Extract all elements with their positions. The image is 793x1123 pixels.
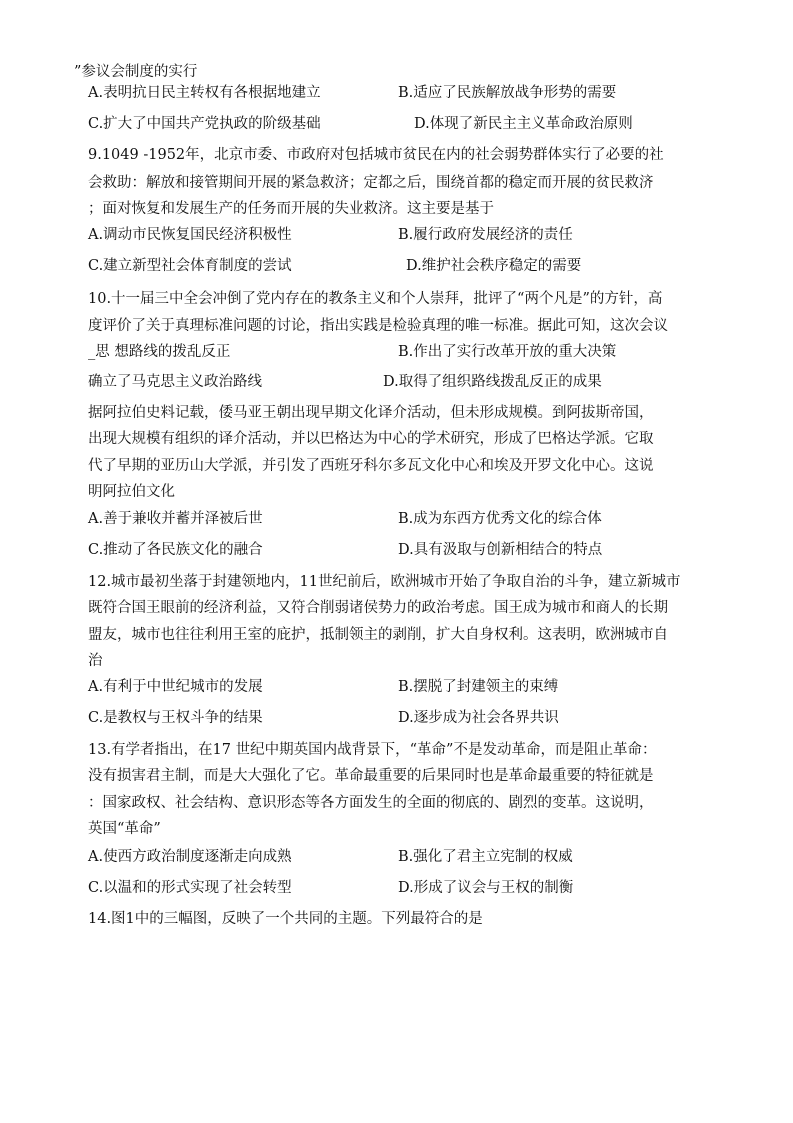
q10-option-c: 确立了马克思主义政治路线: [88, 374, 262, 390]
q12-stem-line2: 既符合国王眼前的经济利益，又符合削弱诸侯势力的政治考虑。国王成为城市和商人的长期: [88, 600, 668, 616]
q11-stem-line3: 代了早期的亚历山大学派，并引发了西班牙科尔多瓦文化中心和埃及开罗文化中心。这说: [88, 458, 654, 474]
q8-option-d: D.体现了新民主主义革命政治原则: [414, 116, 633, 132]
q9-option-d: D.维护社会秩序稳定的需要: [406, 258, 582, 274]
q10-stem-line2: 度评价了关于真理标准问题的讨论，指出实践是检验真理的唯一标准。据此可知，这次会议: [88, 318, 668, 334]
q11-option-a: A.善于兼收并蓄并泽被后世: [88, 511, 263, 527]
q13-stem-line2: 没有损害君主制，而是大大强化了它。革命最重要的后果同时也是革命最重要的特征就是: [88, 768, 654, 784]
q10-option-a: _思 想路线的拨乱反正: [88, 344, 231, 360]
q13-option-b: B.强化了君主立宪制的权威: [398, 849, 573, 865]
q13-option-d: D.形成了议会与王权的制衡: [398, 880, 574, 896]
q8-option-b: B.适应了民族解放战争形势的需要: [398, 85, 617, 101]
q9-stem-line3: ；面对恢复和发展生产的任务而开展的失业救济。这主要是基于: [88, 201, 494, 217]
q12-stem-line4: 治: [88, 653, 103, 669]
q9-stem-line1: 9.1049 -1952年，北京市委、市政府对包括城市贫民在内的社会弱势群体实行了必要的社: [88, 147, 664, 163]
q13-option-a: A.使西方政治制度逐渐走向成熟: [88, 849, 292, 865]
q11-option-c: C.推动了各民族文化的融合: [88, 542, 263, 558]
q9-option-c: C.建立新型社会体育制度的尝试: [88, 258, 292, 274]
q9-option-a: A.调动市民恢复国民经济积极性: [88, 227, 292, 243]
q12-stem-line3: 盟友，城市也往往利用王室的庇护，抵制领主的剥削，扩大自身权利。这表明，欧洲城市自: [88, 627, 668, 643]
q12-option-a: A.有利于中世纪城市的发展: [88, 679, 263, 695]
q8-option-c: C.扩大了中国共产党执政的阶级基础: [88, 116, 321, 132]
q11-stem-line1: 据阿拉伯史料记载，倭马亚王朝出现早期文化译介活动，但未形成规模。到阿拔斯帝国，: [88, 405, 654, 421]
q10-option-d: D.取得了组织路线拨乱反正的成果: [383, 374, 602, 390]
q12-option-d: D.逐步成为社会各界共识: [398, 710, 559, 726]
q12-option-c: C.是教权与王权斗争的结果: [88, 710, 263, 726]
q13-stem-line4: 英国“革命”: [88, 821, 161, 837]
q10-option-b: B.作出了实行改革开放的重大决策: [398, 344, 617, 360]
q8-option-a: A.表明抗日民主转权有各根据地建立: [88, 85, 321, 101]
q13-stem-line1: 13.有学者指出，在17 世纪中期英国内战背景下，“革命”不是发动革命，而是阻止革命：: [88, 742, 657, 758]
q14-stem-line1: 14.图1中的三幅图，反映了一个共同的主题。下列最符合的是: [88, 911, 483, 927]
q9-option-b: B.履行政府发展经济的责任: [398, 227, 573, 243]
q11-stem-line4: 明阿拉伯文化: [88, 484, 175, 500]
q11-option-d: D.具有汲取与创新相结合的特点: [398, 542, 603, 558]
q13-option-c: C.以温和的形式实现了社会转型: [88, 880, 292, 896]
q11-stem-line2: 出现大规模有组织的译介活动，并以巴格达为中心的学术研究，形成了巴格达学派。它取: [88, 431, 654, 447]
q8-stem-tail: ”参议会制度的实行: [74, 64, 198, 80]
q12-option-b: B.摆脱了封建领主的束缚: [398, 679, 559, 695]
q13-stem-line3: ：国家政权、社会结构、意识形态等各方面发生的全面的彻底的、剧烈的变革。这说明，: [88, 795, 654, 811]
q11-option-b: B.成为东西方优秀文化的综合体: [398, 511, 602, 527]
q12-stem-line1: 12.城市最初坐落于封建领地内，11世纪前后，欧洲城市开始了争取自治的斗争，建立新城市: [88, 574, 681, 590]
q10-stem-line1: 10.十一届三中全会冲倒了党内存在的教条主义和个人崇拜，批评了“两个凡是”的方针，高: [88, 291, 663, 307]
q9-stem-line2: 会救助：解放和接管期间开展的紧急救济；定都之后，围绕首都的稳定而开展的贫民救济: [88, 175, 654, 191]
